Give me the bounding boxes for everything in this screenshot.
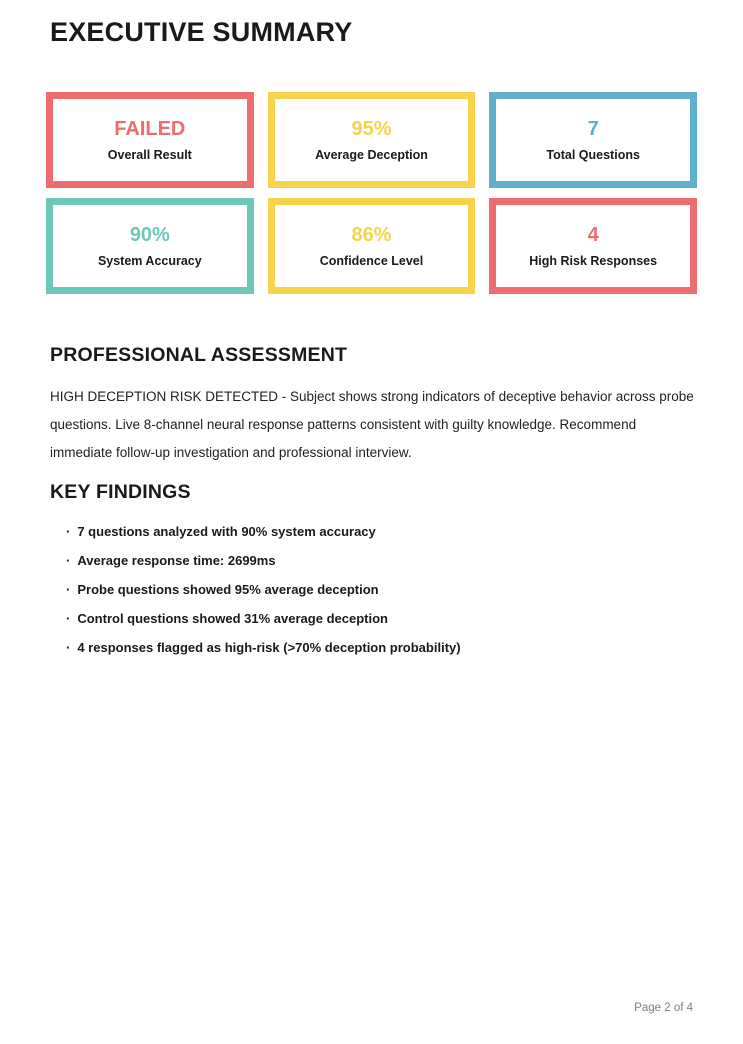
stat-card-confidence-level [268,198,476,294]
stat-card-average-deception [268,92,476,188]
stat-label: System Accuracy [97,253,202,268]
stat-value: 95% [351,117,392,140]
assessment-text: HIGH DECEPTION RISK DETECTED - Subject shows strong indicators of deceptive behavior across probe questions. Live 8-channel neural response patterns consistent with guilty knowledge. Recommend immediate follow-up investigation and professional interview. [50,389,694,460]
stat-value: 86% [351,223,392,246]
stat-label: Overall Result [107,147,192,162]
stat-value: 7 [587,117,599,140]
professional-assessment-heading: PROFESSIONAL ASSESSMENT [50,344,348,366]
stat-card-high-risk-responses [489,198,697,294]
stat-card-overall-result [46,92,254,188]
stat-card-system-accuracy [46,198,254,294]
summary-stat-cards [46,92,697,294]
stat-card-total-questions [489,92,697,188]
stat-label: Total Questions [546,147,640,162]
stat-value: 4 [587,223,599,246]
key-findings-list [50,524,700,656]
stat-label: High Risk Responses [529,253,658,268]
page-number: Page 2 of 4 [634,1002,693,1014]
finding-item: · Probe questions showed 95% average deception [66,582,700,598]
finding-item: · Average response time: 2699ms [66,553,700,569]
stat-label: Confidence Level [319,253,424,268]
stat-value: FAILED [114,117,186,140]
professional-assessment-section [50,344,700,467]
key-findings-section [50,481,700,669]
finding-item: · 7 questions analyzed with 90% system accuracy [66,524,700,540]
finding-item: · Control questions showed 31% average deception [66,611,700,627]
stat-label: Average Deception [315,147,428,162]
stat-value: 90% [129,223,170,246]
key-findings-heading: KEY FINDINGS [50,481,191,503]
finding-item: · 4 responses flagged as high-risk (>70% deception probability) [66,640,700,656]
page-title: EXECUTIVE SUMMARY [50,17,353,47]
